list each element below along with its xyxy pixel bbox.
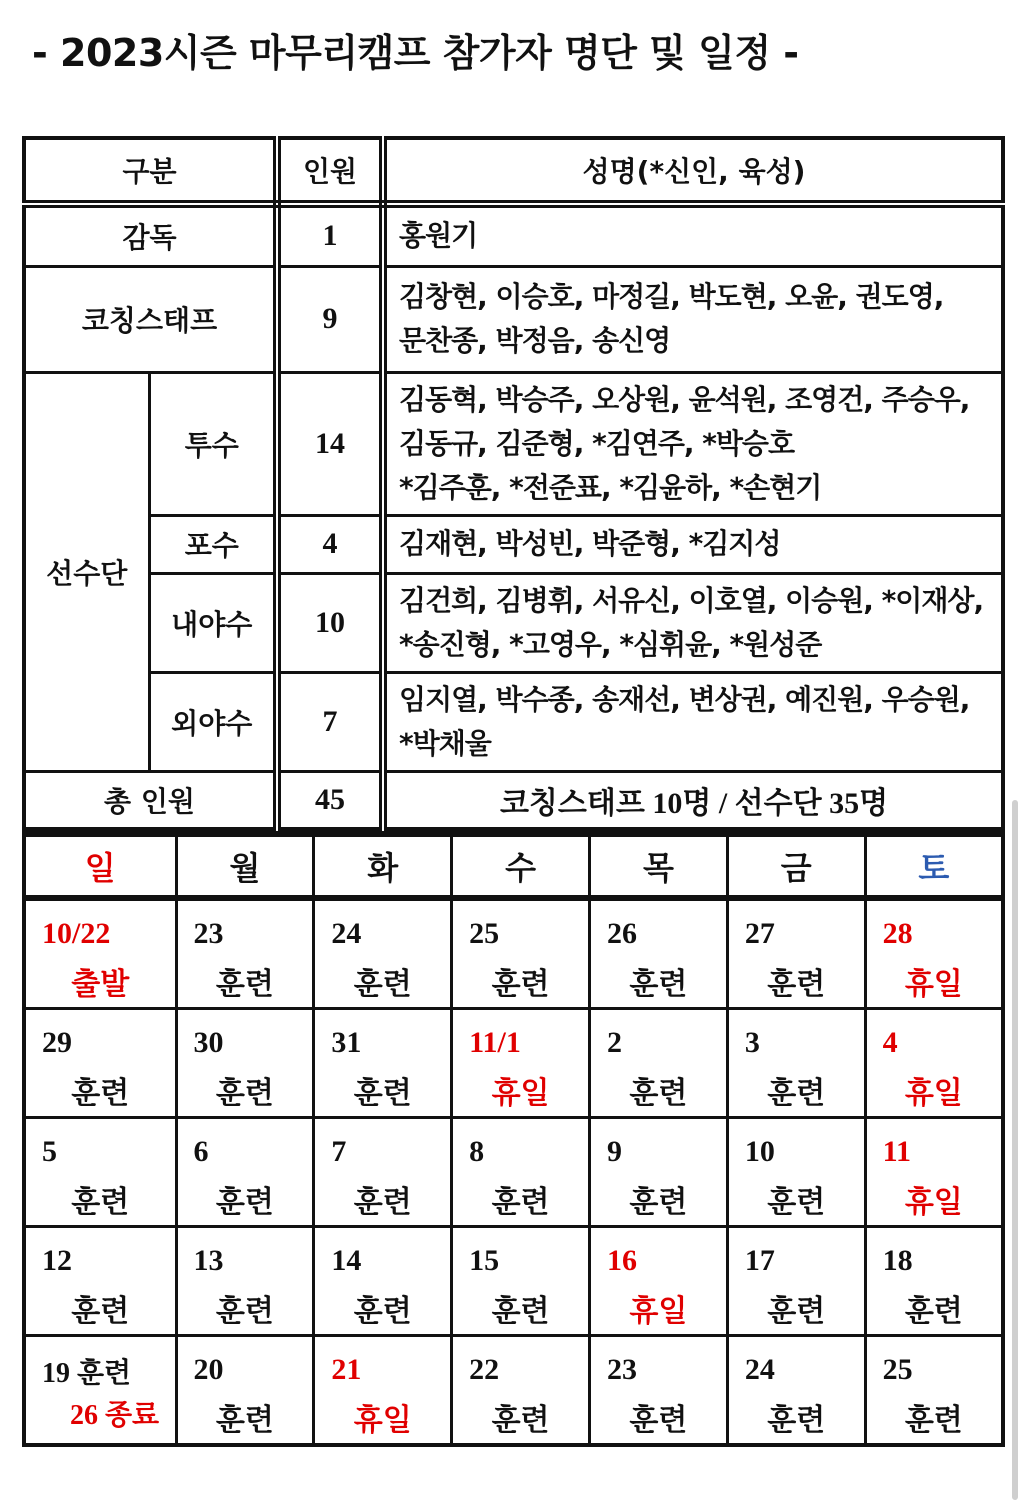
- day-date: 5: [42, 1135, 57, 1168]
- day-event: 훈련: [904, 1403, 963, 1438]
- weekday-header-row: [24, 834, 1003, 898]
- infielders-count: 10: [277, 573, 383, 672]
- day-date: 2: [606, 1026, 622, 1059]
- calendar-week-row: [24, 1009, 1003, 1118]
- day-date: 17: [744, 1244, 775, 1277]
- day-note-line2: 26 종료: [70, 1400, 160, 1431]
- day-event: 훈련: [71, 1294, 130, 1329]
- row-total: [24, 771, 1003, 829]
- day-date: 10/22: [42, 917, 111, 950]
- day-date: 23: [193, 917, 224, 950]
- day-event: 훈련: [767, 1294, 826, 1329]
- total-label: 총 인원: [24, 771, 277, 829]
- calendar-day-cell: [452, 1118, 590, 1227]
- infielders-names-line1: 김건희, 김병휘, 서유신, 이호열, 이승원, *이재상,: [399, 583, 984, 617]
- row-coaches: [24, 266, 1003, 372]
- calendar-day-cell: [865, 1336, 1003, 1446]
- day-event: 훈련: [215, 1185, 274, 1220]
- day-event: 훈련: [215, 967, 274, 1002]
- calendar-day-cell: [452, 898, 590, 1009]
- day-date: 4: [882, 1026, 898, 1059]
- calendar-day-cell: [727, 1009, 865, 1118]
- roster-table: [22, 136, 1005, 831]
- day-event: 훈련: [491, 1185, 550, 1220]
- day-event: 훈련: [71, 1185, 130, 1220]
- calendar-day-cell: [176, 1227, 314, 1336]
- day-event: 훈련: [629, 1185, 688, 1220]
- day-event: 훈련: [353, 1076, 412, 1111]
- day-event: 훈련: [767, 1185, 826, 1220]
- calendar-week-row: [24, 898, 1003, 1009]
- calendar-day-cell: [24, 1009, 176, 1118]
- weekday-sunday: 일: [24, 834, 176, 898]
- calendar-day-cell: [452, 1336, 590, 1446]
- calendar-day-cell: [865, 898, 1003, 1009]
- day-event: 훈련: [491, 1403, 550, 1438]
- calendar-day-cell: [727, 1336, 865, 1446]
- day-date: 27: [744, 917, 775, 950]
- calendar-day-cell: [589, 1009, 727, 1118]
- day-date: 26: [606, 917, 637, 950]
- weekday-friday: 금: [727, 834, 865, 898]
- day-event: 휴일: [353, 1403, 412, 1438]
- manager-names: 홍원기: [383, 204, 1003, 266]
- day-event: 출발: [71, 967, 130, 1002]
- roster-header-row: [24, 138, 1003, 204]
- day-note-line1: 19 훈련: [42, 1358, 132, 1389]
- outfielders-label: 외야수: [149, 672, 277, 771]
- row-manager: [24, 204, 1003, 266]
- day-event: 훈련: [353, 1185, 412, 1220]
- outfielders-count: 7: [277, 672, 383, 771]
- calendar-day-cell: [24, 1118, 176, 1227]
- calendar-day-cell: [176, 1118, 314, 1227]
- calendar-day-cell: [727, 1118, 865, 1227]
- day-date: 16: [606, 1244, 637, 1277]
- coaches-label: 코칭스태프: [24, 266, 277, 372]
- outfielders-names-line1: 임지열, 박수종, 송재선, 변상권, 예진원, 우승원,: [399, 682, 970, 716]
- pitchers-names: [383, 372, 1003, 515]
- day-date: 3: [744, 1026, 760, 1059]
- weekday-monday: 월: [176, 834, 314, 898]
- players-label: 선수단: [24, 372, 149, 771]
- row-infielders: [24, 573, 1003, 672]
- day-event: 훈련: [491, 967, 550, 1002]
- calendar-day-cell: [727, 898, 865, 1009]
- day-event: 훈련: [71, 1076, 130, 1111]
- pitchers-names-line3: *김주훈, *전준표, *김윤하, *손현기: [399, 470, 822, 504]
- day-event: 훈련: [904, 1294, 963, 1329]
- calendar-day-cell: [314, 1009, 452, 1118]
- calendar-day-cell: [314, 1336, 452, 1446]
- day-event: 훈련: [215, 1294, 274, 1329]
- day-event: 훈련: [629, 1403, 688, 1438]
- pitchers-names-line1: 김동혁, 박승주, 오상원, 윤석원, 조영건, 주승우,: [399, 382, 970, 416]
- day-event: 훈련: [353, 1294, 412, 1329]
- header-count: 인원: [277, 138, 383, 204]
- catchers-names: 김재현, 박성빈, 박준형, *김지성: [383, 515, 1003, 573]
- day-date: 24: [331, 917, 362, 950]
- calendar-day-cell: [589, 1336, 727, 1446]
- day-event: 휴일: [904, 1185, 963, 1220]
- coaches-names-line1: 김창현, 이승호, 마정길, 박도현, 오윤, 권도영,: [399, 280, 944, 313]
- scrollbar[interactable]: [1012, 800, 1018, 1500]
- day-event: 휴일: [629, 1294, 688, 1329]
- pitchers-count: 14: [277, 372, 383, 515]
- calendar-day-cell: [865, 1118, 1003, 1227]
- day-event: 훈련: [491, 1294, 550, 1329]
- row-catchers: [24, 515, 1003, 573]
- calendar-day-cell: [589, 1118, 727, 1227]
- day-event: 훈련: [629, 1076, 688, 1111]
- day-event: 훈련: [767, 1403, 826, 1438]
- day-date: 25: [882, 1353, 913, 1386]
- day-date: 25: [469, 917, 500, 950]
- calendar-day-cell: [314, 898, 452, 1009]
- day-event: 휴일: [904, 1076, 963, 1111]
- schedule-document: [22, 136, 1005, 1447]
- coaches-count: 9: [277, 266, 383, 372]
- total-summary: 코칭스태프 10명 / 선수단 35명: [383, 771, 1003, 829]
- calendar-week-row: [24, 1336, 1003, 1446]
- day-date: 14: [331, 1244, 362, 1277]
- day-date: 20: [193, 1353, 224, 1386]
- weekday-wednesday: 수: [452, 834, 590, 898]
- calendar-day-cell: [24, 898, 176, 1009]
- day-date: 22: [469, 1353, 500, 1386]
- calendar-day-cell: [727, 1227, 865, 1336]
- calendar-day-cell: [589, 1227, 727, 1336]
- calendar-day-cell: [176, 898, 314, 1009]
- day-event: 훈련: [629, 967, 688, 1002]
- day-date: 10: [744, 1135, 775, 1168]
- calendar-day-cell: [176, 1336, 314, 1446]
- day-event: 휴일: [491, 1076, 550, 1111]
- day-date: 12: [42, 1244, 72, 1277]
- calendar-week-row: [24, 1227, 1003, 1336]
- infielders-names-line2: *송진형, *고영우, *심휘윤, *원성준: [399, 627, 822, 661]
- infielders-names: [383, 573, 1003, 672]
- day-date: 31: [331, 1026, 362, 1059]
- day-event: 휴일: [904, 967, 963, 1002]
- weekday-tuesday: 화: [314, 834, 452, 898]
- outfielders-names: [383, 672, 1003, 771]
- calendar-day-cell: [24, 1336, 176, 1446]
- day-event: 훈련: [215, 1076, 274, 1111]
- day-date: 7: [331, 1135, 347, 1168]
- day-event: 훈련: [767, 1076, 826, 1111]
- day-date: 29: [42, 1026, 72, 1059]
- day-date: 21: [331, 1353, 362, 1386]
- day-date: 8: [469, 1135, 485, 1168]
- calendar-day-cell: [865, 1009, 1003, 1118]
- schedule-calendar: [22, 831, 1005, 1447]
- calendar-day-cell: [314, 1118, 452, 1227]
- catchers-label: 포수: [149, 515, 277, 573]
- manager-label: 감독: [24, 204, 277, 266]
- total-count: 45: [277, 771, 383, 829]
- calendar-day-cell: [176, 1009, 314, 1118]
- day-date: 28: [882, 917, 913, 950]
- day-date: 11/1: [469, 1026, 521, 1059]
- calendar-day-cell: [24, 1227, 176, 1336]
- day-date: 23: [606, 1353, 637, 1386]
- day-date: 6: [193, 1135, 209, 1168]
- coaches-names: [383, 266, 1003, 372]
- coaches-names-line2: 문찬종, 박정음, 송신영: [399, 324, 671, 357]
- header-names: 성명(*신인, 육성): [383, 138, 1003, 204]
- calendar-day-cell: [314, 1227, 452, 1336]
- calendar-day-cell: [452, 1009, 590, 1118]
- calendar-day-cell: [452, 1227, 590, 1336]
- calendar-day-cell: [865, 1227, 1003, 1336]
- header-category: 구분: [24, 138, 277, 204]
- day-event: 훈련: [767, 967, 826, 1002]
- row-pitchers: [24, 372, 1003, 515]
- weekday-saturday: 토: [865, 834, 1003, 898]
- outfielders-names-line2: *박채울: [399, 726, 491, 760]
- day-date: 11: [882, 1135, 911, 1168]
- page-title: - 2023시즌 마무리캠프 참가자 명단 및 일정 -: [32, 31, 799, 75]
- day-event: 훈련: [353, 967, 412, 1002]
- calendar-week-row: [24, 1118, 1003, 1227]
- day-date: 13: [193, 1244, 224, 1277]
- manager-count: 1: [277, 204, 383, 266]
- day-event: 훈련: [215, 1403, 274, 1438]
- row-outfielders: [24, 672, 1003, 771]
- day-date: 30: [193, 1026, 224, 1059]
- day-date: 18: [882, 1244, 913, 1277]
- weekday-thursday: 목: [589, 834, 727, 898]
- day-date: 24: [744, 1353, 775, 1386]
- calendar-day-cell: [589, 898, 727, 1009]
- pitchers-names-line2: 김동규, 김준형, *김연주, *박승호: [399, 426, 795, 460]
- pitchers-label: 투수: [149, 372, 277, 515]
- day-date: 9: [606, 1135, 622, 1168]
- infielders-label: 내야수: [149, 573, 277, 672]
- catchers-count: 4: [277, 515, 383, 573]
- day-date: 15: [469, 1244, 500, 1277]
